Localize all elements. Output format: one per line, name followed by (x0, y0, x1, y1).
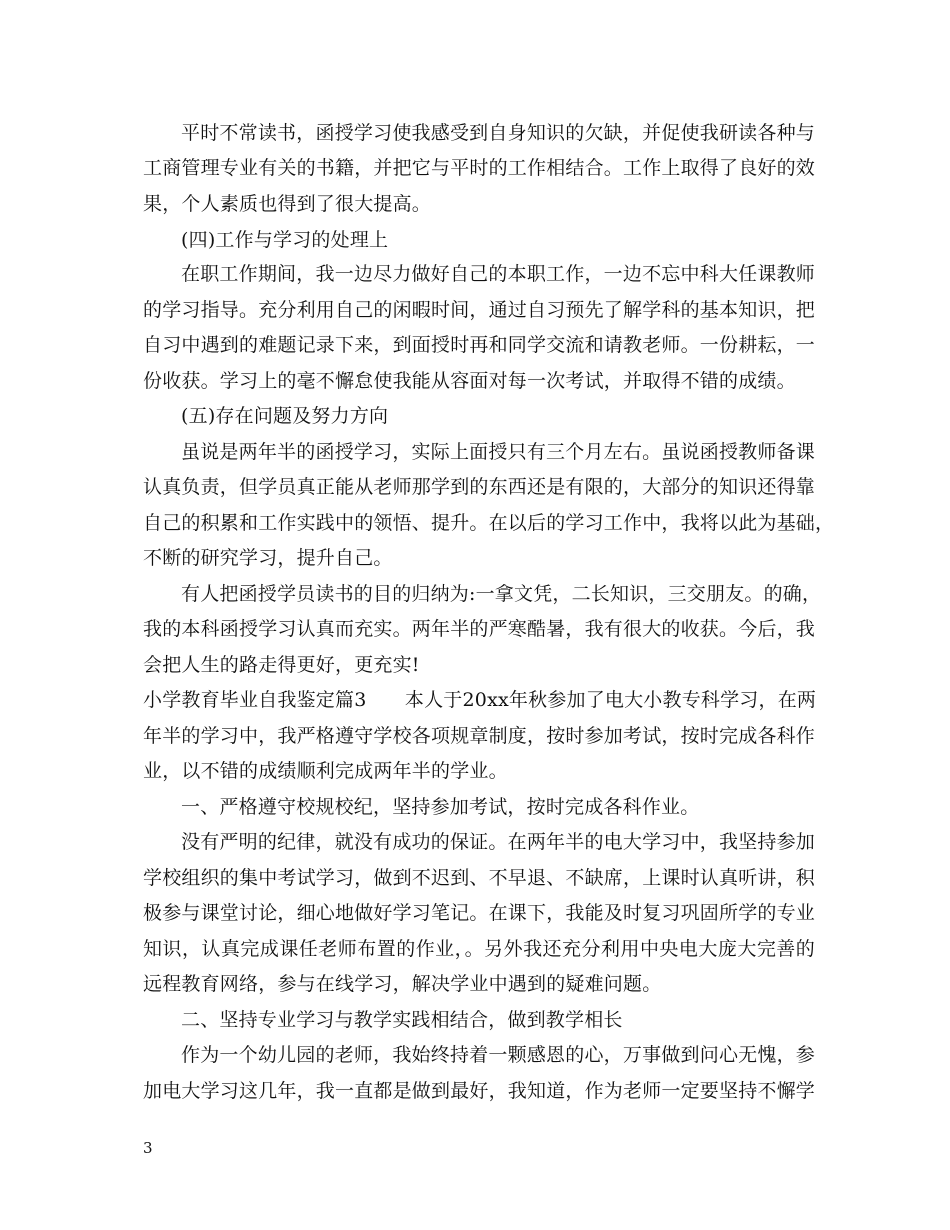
text-line: 业，以不错的成绩顺利完成两年半的学业。 (143, 760, 508, 782)
text-line: 认真负责，但学员真正能从老师那学到的东西还是有限的，大部分的知识还得靠 (143, 476, 816, 498)
text-line: 自习中遇到的难题记录下来，到面授时再和同学交流和请教老师。一份耕耘，一 (143, 334, 816, 356)
section-heading: (四)工作与学习的处理上 (181, 229, 389, 251)
text-line: 平时不常读书，函授学习使我感受到自身知识的欠缺，并促使我研读各种与 (181, 122, 815, 144)
text-line: 工商管理专业有关的书籍，并把它与平时的工作相结合。工作上取得了良好的效 (143, 157, 816, 179)
text-line: 我的本科函授学习认真而充实。两年半的严寒酷暑，我有很大的收获。今后，我 (143, 618, 816, 640)
text-line: 学校组织的集中考试学习，做到不迟到、不早退、不缺席，上课时认真听讲，积 (143, 867, 816, 889)
text-line: 虽说是两年半的函授学习，实际上面授只有三个月左右。虽说函授教师备课 (181, 441, 815, 463)
text-line: 自己的积累和工作实践中的领悟、提升。在以后的学习工作中，我将以此为基础， (143, 512, 835, 534)
section-heading: (五)存在问题及努力方向 (181, 405, 389, 427)
text-line: 果，个人素质也得到了很大提高。 (143, 193, 432, 215)
text-line: 没有严明的纪律，就没有成功的保证。在两年半的电大学习中，我坚持参加 (181, 831, 815, 853)
page-number: 3 (143, 1139, 153, 1157)
text-line: 加电大学习这几年，我一直都是做到最好，我知道，作为老师一定要坚持不懈学 (143, 1080, 816, 1102)
article-heading-line: 小学教育毕业自我鉴定篇3 本人于20xx年秋参加了电大小教专科学习，在两 (143, 689, 817, 711)
text-line: 的学习指导。充分利用自己的闲暇时间，通过自习预先了解学科的基本知识，把 (143, 299, 816, 321)
text-line: 极参与课堂讨论，细心地做好学习笔记。在课下，我能及时复习巩固所学的专业 (143, 902, 816, 924)
text-line: 在职工作期间，我一边尽力做好自己的本职工作，一边不忘中科大任课教师 (181, 263, 815, 285)
text-line: 年半的学习中，我严格遵守学校各项规章制度，按时参加考试，按时完成各科作 (143, 725, 816, 747)
text-line: 有人把函授学员读书的目的归纳为:一拿文凭，二长知识，三交朋友。的确， (181, 583, 822, 605)
text-line: 不断的研究学习，提升自己。 (143, 547, 393, 569)
text-line: 份收获。学习上的毫不懈怠使我能从容面对每一次考试，并取得不错的成绩。 (143, 370, 796, 392)
text-line: 作为一个幼儿园的老师，我始终持着一颗感恩的心，万事做到问心无愧，参 (181, 1044, 815, 1066)
text-line: 会把人生的路走得更好，更充实! (143, 654, 420, 676)
text-line: 远程教育网络，参与在线学习，解决学业中遇到的疑难问题。 (143, 973, 662, 995)
section-heading: 二、坚持专业学习与教学实践相结合，做到教学相长 (181, 1009, 623, 1031)
text-line: 知识，认真完成课任老师布置的作业，。另外我还充分利用中央电大庞大完善的 (143, 938, 815, 960)
section-heading: 一、严格遵守校规校纪，坚持参加考试，按时完成各科作业。 (181, 796, 700, 818)
